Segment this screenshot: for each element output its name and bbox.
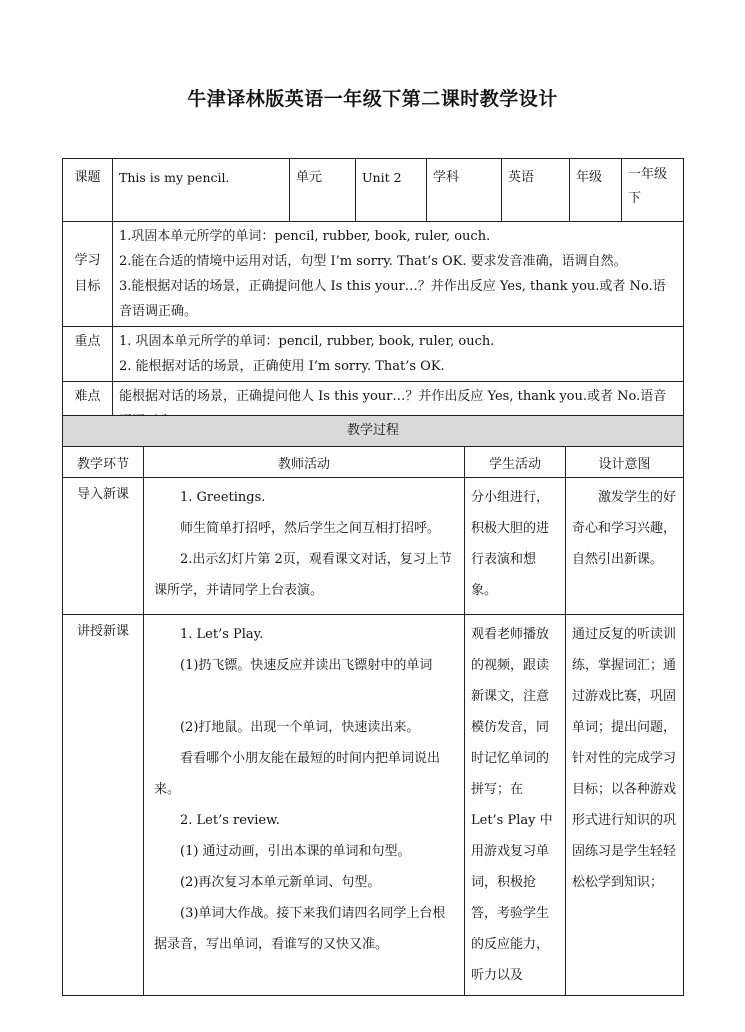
info-table xyxy=(62,158,684,437)
teacher-line: (1)扔飞镖。快速反应并读出飞镖射中的单词 xyxy=(180,658,433,673)
column-header: 教师活动 xyxy=(144,447,465,478)
goals-content xyxy=(113,222,684,327)
intent-cell: 激发学生的好奇心和学习兴趣，自然引出新课。 xyxy=(566,478,684,615)
teacher-line xyxy=(154,681,458,712)
teacher-line: 2.出示幻灯片第 2页，观看课文对话，复习上节课所学，并请同学上台表演。 xyxy=(154,552,452,598)
key-point-line: 1. 巩固本单元所学的单词：pencil, rubber, book, ruler, ouch. xyxy=(119,334,495,349)
grade-value: 一年级下 xyxy=(622,159,684,222)
process-header: 教学过程 xyxy=(63,416,684,447)
key-points-label: 重点 xyxy=(63,327,113,382)
stage-cell: 讲授新课 xyxy=(63,615,144,996)
teacher-line: (1) 通过动画，引出本课的单词和句型。 xyxy=(180,844,411,859)
table-row xyxy=(63,478,684,615)
subject-value: 英语 xyxy=(502,159,570,222)
goal-line: 2.能在合适的情境中运用对话，句型 I’m sorry. That’s OK. 要求发音准确，语调自然。 xyxy=(119,254,627,269)
unit-value: Unit 2 xyxy=(356,159,427,222)
key-points-content xyxy=(113,327,684,382)
teacher-line: (2)打地鼠。出现一个单词，快速读出来。 xyxy=(180,720,420,735)
topic-label: 课题 xyxy=(63,159,113,222)
document-title: 牛津译林版英语一年级下第二课时教学设计 xyxy=(187,88,558,110)
stage-cell: 导入新课 xyxy=(63,478,144,615)
student-cell: 观看老师播放的视频，跟读新课文，注意模仿发音，同时记忆单词的拼写；在 Let’s Play 中用游戏复习单词，积极抢答，考验学生的反应能力，听力以及 xyxy=(465,615,566,996)
unit-label: 单元 xyxy=(290,159,356,222)
difficulties-label: 难点 xyxy=(63,382,113,437)
teacher-line: (2)再次复习本单元新单词、句型。 xyxy=(180,875,381,890)
topic-value: This is my pencil. xyxy=(113,159,290,222)
subject-label: 学科 xyxy=(427,159,502,222)
key-point-line: 2. 能根据对话的场景，正确使用 I’m sorry. That’s OK. xyxy=(119,359,445,374)
teacher-cell xyxy=(144,478,465,615)
table-row xyxy=(63,615,684,996)
grade-label: 年级 xyxy=(570,159,622,222)
process-table xyxy=(62,415,684,996)
column-header: 教学环节 xyxy=(63,447,144,478)
difficulties-content: 能根据对话的场景，正确提问他人 Is this your…？并作出反应 Yes, thank you.或者 No.语音 xyxy=(113,382,684,437)
student-cell: 分小组进行，积极大胆的进行表演和想象。 xyxy=(465,478,566,615)
teacher-line: 1. Greetings. xyxy=(180,490,266,505)
teacher-line: 2. Let’s review. xyxy=(180,813,280,828)
goal-line: 3.能根据对话的场景，正确提问他人 Is this your…？并作出反应 Yes, thank you.或者 No.语音语调正确。 xyxy=(119,279,666,319)
teacher-line: 1. Let’s Play. xyxy=(180,627,264,642)
teacher-line: (3)单词大作战。接下来我们请四名同学上台根据录音，写出单词，看谁写的又快又准。 xyxy=(154,906,446,952)
teacher-cell xyxy=(144,615,465,996)
column-header: 学生活动 xyxy=(465,447,566,478)
goals-label: 学习 目标 xyxy=(63,222,113,327)
teacher-line: 师生简单打招呼，然后学生之间互相打招呼。 xyxy=(180,521,441,536)
goal-line: 1.巩固本单元所学的单词：pencil, rubber, book, ruler, ouch. xyxy=(119,229,491,244)
intent-cell: 通过反复的听读训练，掌握词汇；通过游戏比赛，巩固单词；提出问题，针对性的完成学习目标；以各种游戏形式进行知识的巩固练习是学生轻轻松松学到知识； xyxy=(566,615,684,996)
teacher-line: 看看哪个小朋友能在最短的时间内把单词说出来。 xyxy=(154,751,441,797)
column-header: 设计意图 xyxy=(566,447,684,478)
